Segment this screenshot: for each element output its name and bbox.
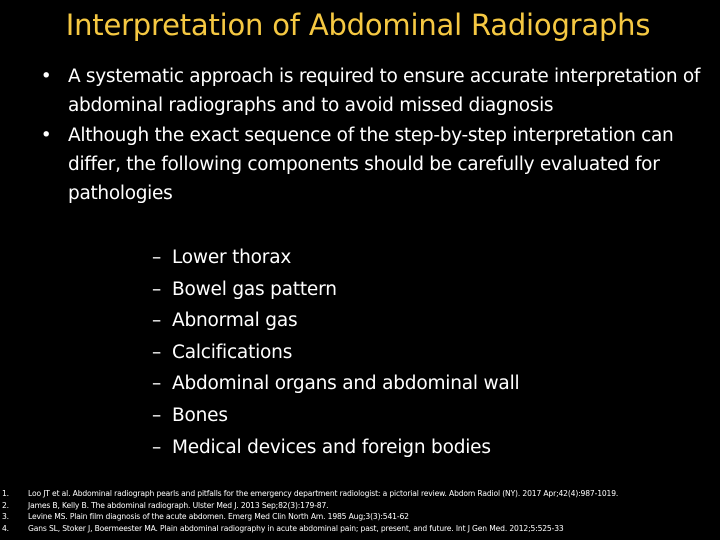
dash-icon: – <box>152 247 162 268</box>
reference-text: James B, Kelly B. The abdominal radiograph. Ulster Med J. 2013 Sep;82(3):179-87. <box>28 500 329 510</box>
reference-item <box>2 500 718 512</box>
component-text: Lower thorax <box>172 247 292 268</box>
reference-number: 2. <box>2 500 9 510</box>
dash-icon: – <box>152 436 162 458</box>
reference-item <box>2 523 718 535</box>
component-text: Bowel gas pattern <box>172 278 337 300</box>
dash-icon: – <box>152 278 162 300</box>
component-text: Abdominal organs and abdominal wall <box>172 373 520 395</box>
reference-number: 3. <box>2 512 9 521</box>
slide-title: Interpretation of Abdominal Radiographs <box>65 8 651 42</box>
reference-text: Gans SL, Stoker J, Boermeester MA. Plain abdominal radiography in acute abdominal pain; past, present, and future. Int J Gen Med. 2012;5:525-33 <box>28 523 564 533</box>
component-list <box>152 242 519 463</box>
bullet-dot-icon: • <box>40 125 52 146</box>
dash-icon: – <box>152 341 162 363</box>
bullet-dot-icon: • <box>40 66 52 87</box>
component-item <box>152 305 519 337</box>
reference-list <box>2 488 718 534</box>
component-item <box>152 337 519 369</box>
reference-text: Levine MS. Plain film diagnosis of the acute abdomen. Emerg Med Clin North Am. 1985 Aug;3(3):541-62 <box>28 512 409 521</box>
dash-icon: – <box>152 310 162 332</box>
component-item <box>152 432 519 464</box>
reference-number: 1. <box>2 489 9 498</box>
component-item <box>152 242 519 274</box>
component-text: Bones <box>172 404 228 426</box>
reference-text: Loo JT et al. Abdominal radiograph pearls and pitfalls for the emergency department radiologist: a pictorial review. Abdom Radiol (NY). 2017 Apr;42(4):987-1019. <box>28 489 619 498</box>
component-item <box>152 368 519 400</box>
reference-item <box>2 488 718 500</box>
bullet-list <box>36 62 706 209</box>
dash-icon: – <box>152 404 162 426</box>
bullet-text: Although the exact sequence of the step-by-step interpretation can differ, the following components should be carefully evaluated for pathologies <box>68 125 674 204</box>
reference-item <box>2 511 718 523</box>
bullet-item <box>36 62 706 120</box>
component-text: Abnormal gas <box>172 310 298 332</box>
reference-number: 4. <box>2 523 9 533</box>
bullet-item <box>36 121 706 208</box>
component-item <box>152 274 519 306</box>
component-item <box>152 400 519 432</box>
component-text: Medical devices and foreign bodies <box>172 436 491 458</box>
dash-icon: – <box>152 373 162 395</box>
component-text: Calcifications <box>172 341 293 363</box>
bullet-text: A systematic approach is required to ensure accurate interpretation of abdominal radiographs and to avoid missed diagnosis <box>68 66 701 116</box>
